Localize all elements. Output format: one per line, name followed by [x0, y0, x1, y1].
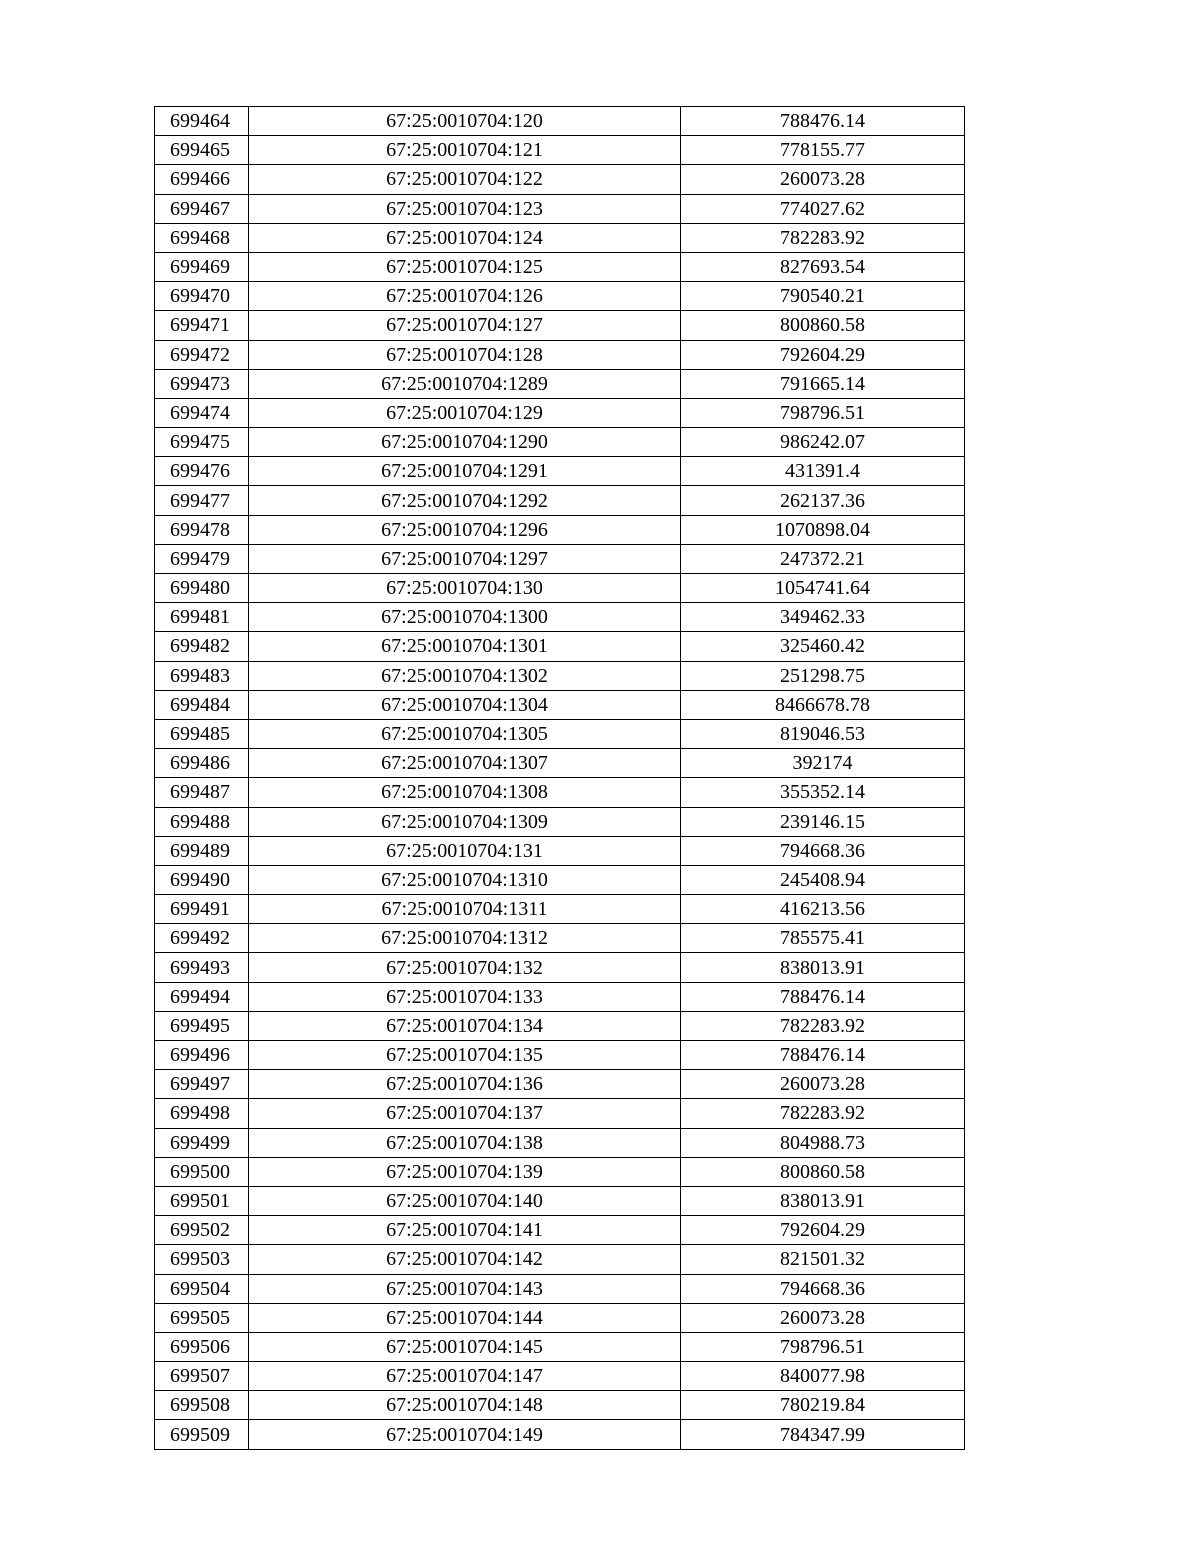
cadastral-number-cell: 67:25:0010704:147	[249, 1362, 681, 1391]
value-cell: 1070898.04	[681, 515, 965, 544]
cadastral-number-cell: 67:25:0010704:140	[249, 1186, 681, 1215]
cadastral-number-cell: 67:25:0010704:132	[249, 953, 681, 982]
row-id-cell: 699500	[155, 1157, 249, 1186]
table-row	[155, 603, 965, 632]
row-id-cell: 699483	[155, 661, 249, 690]
row-id-cell: 699509	[155, 1420, 249, 1449]
row-id-cell: 699493	[155, 953, 249, 982]
row-id-cell: 699492	[155, 924, 249, 953]
value-cell: 819046.53	[681, 719, 965, 748]
value-cell: 355352.14	[681, 778, 965, 807]
value-cell: 260073.28	[681, 1303, 965, 1332]
value-cell: 247372.21	[681, 544, 965, 573]
table-row	[155, 924, 965, 953]
table-row	[155, 457, 965, 486]
value-cell: 784347.99	[681, 1420, 965, 1449]
cadastral-number-cell: 67:25:0010704:122	[249, 165, 681, 194]
table-row	[155, 719, 965, 748]
cadastral-number-cell: 67:25:0010704:133	[249, 982, 681, 1011]
row-id-cell: 699464	[155, 107, 249, 136]
row-id-cell: 699468	[155, 223, 249, 252]
table-row	[155, 1274, 965, 1303]
cadastral-number-cell: 67:25:0010704:121	[249, 136, 681, 165]
cadastral-number-cell: 67:25:0010704:120	[249, 107, 681, 136]
cadastral-number-cell: 67:25:0010704:126	[249, 282, 681, 311]
value-cell: 798796.51	[681, 1332, 965, 1361]
table-row	[155, 1099, 965, 1128]
table-row	[155, 428, 965, 457]
table-row	[155, 107, 965, 136]
table-body	[155, 107, 965, 1450]
row-id-cell: 699507	[155, 1362, 249, 1391]
row-id-cell: 699485	[155, 719, 249, 748]
row-id-cell: 699467	[155, 194, 249, 223]
value-cell: 780219.84	[681, 1391, 965, 1420]
cadastral-number-cell: 67:25:0010704:124	[249, 223, 681, 252]
row-id-cell: 699480	[155, 574, 249, 603]
cadastral-number-cell: 67:25:0010704:134	[249, 1011, 681, 1040]
value-cell: 325460.42	[681, 632, 965, 661]
cadastral-number-cell: 67:25:0010704:131	[249, 836, 681, 865]
value-cell: 785575.41	[681, 924, 965, 953]
cadastral-number-cell: 67:25:0010704:138	[249, 1128, 681, 1157]
value-cell: 798796.51	[681, 398, 965, 427]
row-id-cell: 699465	[155, 136, 249, 165]
cadastral-number-cell: 67:25:0010704:137	[249, 1099, 681, 1128]
row-id-cell: 699494	[155, 982, 249, 1011]
row-id-cell: 699495	[155, 1011, 249, 1040]
value-cell: 431391.4	[681, 457, 965, 486]
value-cell: 349462.33	[681, 603, 965, 632]
cadastral-number-cell: 67:25:0010704:1307	[249, 749, 681, 778]
row-id-cell: 699499	[155, 1128, 249, 1157]
cadastral-number-cell: 67:25:0010704:145	[249, 1332, 681, 1361]
cadastral-number-cell: 67:25:0010704:1309	[249, 807, 681, 836]
row-id-cell: 699471	[155, 311, 249, 340]
row-id-cell: 699474	[155, 398, 249, 427]
value-cell: 8466678.78	[681, 690, 965, 719]
value-cell: 827693.54	[681, 252, 965, 281]
value-cell: 821501.32	[681, 1245, 965, 1274]
value-cell: 838013.91	[681, 1186, 965, 1215]
row-id-cell: 699489	[155, 836, 249, 865]
cadastral-number-cell: 67:25:0010704:141	[249, 1216, 681, 1245]
row-id-cell: 699470	[155, 282, 249, 311]
cadastral-number-cell: 67:25:0010704:148	[249, 1391, 681, 1420]
value-cell: 1054741.64	[681, 574, 965, 603]
table-row	[155, 953, 965, 982]
table-row	[155, 1362, 965, 1391]
cadastral-number-cell: 67:25:0010704:125	[249, 252, 681, 281]
value-cell: 239146.15	[681, 807, 965, 836]
table-row	[155, 1157, 965, 1186]
row-id-cell: 699472	[155, 340, 249, 369]
table-row	[155, 1070, 965, 1099]
cadastral-number-cell: 67:25:0010704:1311	[249, 895, 681, 924]
row-id-cell: 699505	[155, 1303, 249, 1332]
cadastral-number-cell: 67:25:0010704:127	[249, 311, 681, 340]
cadastral-number-cell: 67:25:0010704:1301	[249, 632, 681, 661]
cadastral-number-cell: 67:25:0010704:143	[249, 1274, 681, 1303]
table-row	[155, 369, 965, 398]
cadastral-number-cell: 67:25:0010704:1308	[249, 778, 681, 807]
cadastral-number-cell: 67:25:0010704:1305	[249, 719, 681, 748]
value-cell: 416213.56	[681, 895, 965, 924]
cadastral-number-cell: 67:25:0010704:1290	[249, 428, 681, 457]
value-cell: 838013.91	[681, 953, 965, 982]
table-row	[155, 982, 965, 1011]
value-cell: 792604.29	[681, 1216, 965, 1245]
table-row	[155, 223, 965, 252]
cadastral-number-cell: 67:25:0010704:130	[249, 574, 681, 603]
row-id-cell: 699479	[155, 544, 249, 573]
table-row	[155, 836, 965, 865]
cadastral-number-cell: 67:25:0010704:123	[249, 194, 681, 223]
row-id-cell: 699473	[155, 369, 249, 398]
value-cell: 245408.94	[681, 865, 965, 894]
cadastral-value-table	[154, 106, 965, 1450]
cadastral-number-cell: 67:25:0010704:1292	[249, 486, 681, 515]
row-id-cell: 699490	[155, 865, 249, 894]
row-id-cell: 699503	[155, 1245, 249, 1274]
row-id-cell: 699488	[155, 807, 249, 836]
cadastral-number-cell: 67:25:0010704:1302	[249, 661, 681, 690]
cadastral-number-cell: 67:25:0010704:129	[249, 398, 681, 427]
table-row	[155, 194, 965, 223]
table-row	[155, 1420, 965, 1449]
row-id-cell: 699477	[155, 486, 249, 515]
table-row	[155, 690, 965, 719]
table-row	[155, 895, 965, 924]
value-cell: 794668.36	[681, 1274, 965, 1303]
value-cell: 840077.98	[681, 1362, 965, 1391]
row-id-cell: 699478	[155, 515, 249, 544]
row-id-cell: 699502	[155, 1216, 249, 1245]
row-id-cell: 699506	[155, 1332, 249, 1361]
row-id-cell: 699476	[155, 457, 249, 486]
value-cell: 262137.36	[681, 486, 965, 515]
value-cell: 804988.73	[681, 1128, 965, 1157]
table-row	[155, 778, 965, 807]
cadastral-number-cell: 67:25:0010704:1300	[249, 603, 681, 632]
row-id-cell: 699469	[155, 252, 249, 281]
table-row	[155, 632, 965, 661]
value-cell: 782283.92	[681, 223, 965, 252]
table-row	[155, 865, 965, 894]
table-row	[155, 574, 965, 603]
row-id-cell: 699501	[155, 1186, 249, 1215]
cadastral-number-cell: 67:25:0010704:135	[249, 1041, 681, 1070]
table-row	[155, 252, 965, 281]
row-id-cell: 699496	[155, 1041, 249, 1070]
cadastral-number-cell: 67:25:0010704:1304	[249, 690, 681, 719]
value-cell: 788476.14	[681, 1041, 965, 1070]
table-row	[155, 1391, 965, 1420]
row-id-cell: 699475	[155, 428, 249, 457]
value-cell: 986242.07	[681, 428, 965, 457]
table-row	[155, 340, 965, 369]
cadastral-number-cell: 67:25:0010704:1297	[249, 544, 681, 573]
row-id-cell: 699497	[155, 1070, 249, 1099]
value-cell: 251298.75	[681, 661, 965, 690]
value-cell: 774027.62	[681, 194, 965, 223]
table-row	[155, 1128, 965, 1157]
value-cell: 392174	[681, 749, 965, 778]
value-cell: 782283.92	[681, 1099, 965, 1128]
table-row	[155, 1216, 965, 1245]
value-cell: 792604.29	[681, 340, 965, 369]
table-row	[155, 311, 965, 340]
row-id-cell: 699491	[155, 895, 249, 924]
table-row	[155, 807, 965, 836]
row-id-cell: 699482	[155, 632, 249, 661]
row-id-cell: 699481	[155, 603, 249, 632]
cadastral-number-cell: 67:25:0010704:142	[249, 1245, 681, 1274]
cadastral-number-cell: 67:25:0010704:139	[249, 1157, 681, 1186]
table-row	[155, 661, 965, 690]
row-id-cell: 699508	[155, 1391, 249, 1420]
value-cell: 260073.28	[681, 165, 965, 194]
table-row	[155, 136, 965, 165]
cadastral-number-cell: 67:25:0010704:1312	[249, 924, 681, 953]
table-row	[155, 1245, 965, 1274]
cadastral-number-cell: 67:25:0010704:1291	[249, 457, 681, 486]
cadastral-number-cell: 67:25:0010704:1310	[249, 865, 681, 894]
row-id-cell: 699487	[155, 778, 249, 807]
table-row	[155, 1186, 965, 1215]
table-row	[155, 398, 965, 427]
cadastral-number-cell: 67:25:0010704:1296	[249, 515, 681, 544]
table-row	[155, 1332, 965, 1361]
row-id-cell: 699486	[155, 749, 249, 778]
row-id-cell: 699504	[155, 1274, 249, 1303]
table-row	[155, 1011, 965, 1040]
table-row	[155, 544, 965, 573]
cadastral-number-cell: 67:25:0010704:136	[249, 1070, 681, 1099]
value-cell: 790540.21	[681, 282, 965, 311]
value-cell: 778155.77	[681, 136, 965, 165]
row-id-cell: 699498	[155, 1099, 249, 1128]
value-cell: 800860.58	[681, 311, 965, 340]
table-row	[155, 282, 965, 311]
row-id-cell: 699484	[155, 690, 249, 719]
table-row	[155, 515, 965, 544]
cadastral-number-cell: 67:25:0010704:149	[249, 1420, 681, 1449]
table-row	[155, 165, 965, 194]
cadastral-number-cell: 67:25:0010704:128	[249, 340, 681, 369]
value-cell: 788476.14	[681, 107, 965, 136]
cadastral-number-cell: 67:25:0010704:144	[249, 1303, 681, 1332]
cadastral-number-cell: 67:25:0010704:1289	[249, 369, 681, 398]
value-cell: 788476.14	[681, 982, 965, 1011]
table-row	[155, 749, 965, 778]
table-row	[155, 486, 965, 515]
value-cell: 782283.92	[681, 1011, 965, 1040]
value-cell: 791665.14	[681, 369, 965, 398]
table-row	[155, 1303, 965, 1332]
value-cell: 800860.58	[681, 1157, 965, 1186]
table-row	[155, 1041, 965, 1070]
value-cell: 794668.36	[681, 836, 965, 865]
value-cell: 260073.28	[681, 1070, 965, 1099]
row-id-cell: 699466	[155, 165, 249, 194]
